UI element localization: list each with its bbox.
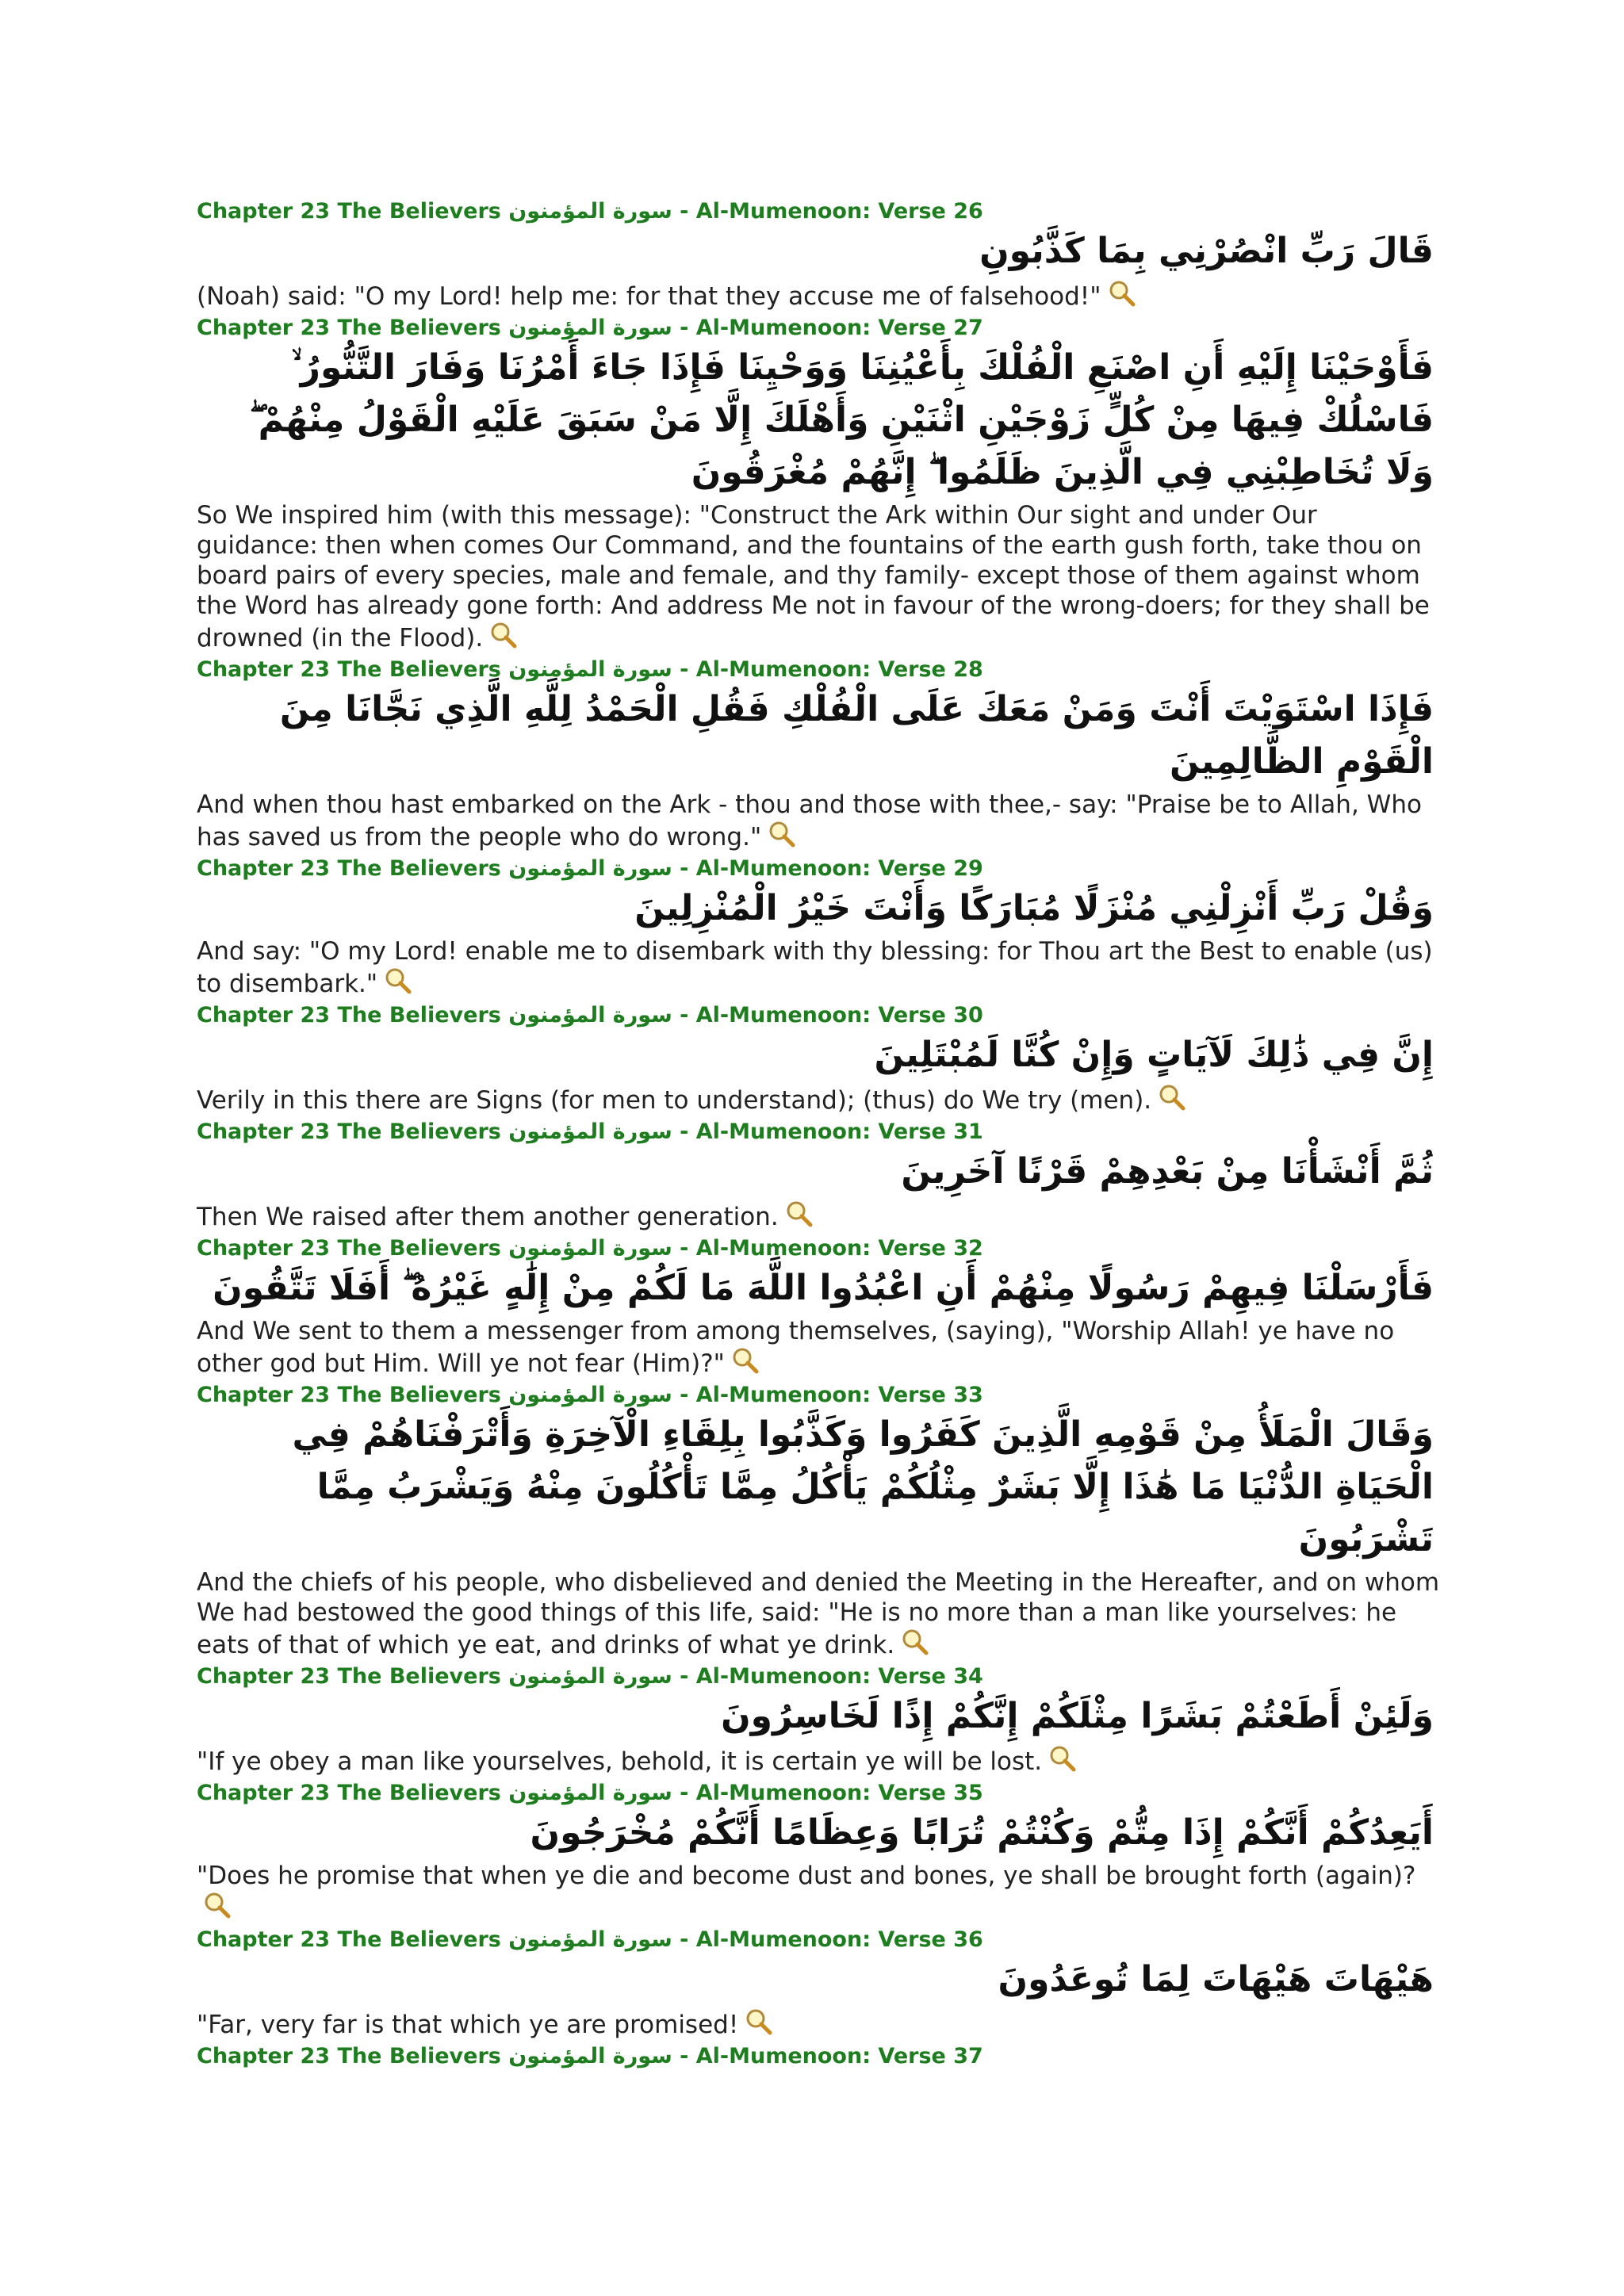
english-translation: "Does he promise that when ye die and become dust and bones, ye shall be brought forth (again)? xyxy=(197,1861,1442,1923)
verse-header: Chapter 23 The Believers سورة المؤمنون - Al-Mumenoon: Verse 33 xyxy=(197,1383,983,1407)
english-translation: And when thou hast embarked on the Ark - thou and those with thee,- say: "Praise be to Allah, Who has saved us from the people who do wrong." xyxy=(197,790,1422,851)
english-translation: Then We raised after them another generation. xyxy=(197,1200,1442,1232)
arabic-text: وَقُلْ رَبِّ أَنْزِلْنِي مُنْزَلًا مُبَارَكًا وَأَنْتَ خَيْرُ الْمُنْزِلِينَ xyxy=(634,888,1434,928)
magnifier-icon[interactable] xyxy=(1108,279,1136,308)
verse-block xyxy=(197,315,1442,653)
verse-header: Chapter 23 The Believers سورة المؤمنون - Al-Mumenoon: Verse 28 xyxy=(197,657,983,682)
verse-header: Chapter 23 The Believers سورة المؤمنون - Al-Mumenoon: Verse 26 xyxy=(197,199,983,224)
magnifier-icon[interactable] xyxy=(1048,1744,1077,1773)
magnifier-icon[interactable] xyxy=(731,1346,760,1375)
english-translation: And the chiefs of his people, who disbelieved and denied the Meeting in the Hereafter, and on whom We had bestowed the good things of this life, said: "He is no more than a man like yourselves: he eats of that of which ye eat, and drinks of what ye drink. xyxy=(197,1568,1440,1659)
arabic-text: إِنَّ فِي ذَٰلِكَ لَآيَاتٍ وَإِنْ كُنَّا لَمُبْتَلِينَ xyxy=(874,1035,1434,1075)
english-translation: So We inspired him (with this message): "Construct the Ark within Our sight and under Our guidance: then when comes Our Command, and the fountains of the earth gush forth, take thou on board pairs of every species, male and female, and thy family- except those of them against whom the Word has already gone forth: And address Me not in favour of the wrong-doers; for they shall be drowned (in the Flood). xyxy=(197,501,1430,652)
verse-block xyxy=(197,1002,1442,1115)
document-page xyxy=(197,198,1442,2070)
verse-block xyxy=(197,198,1442,312)
verse-header: Chapter 23 The Believers سورة المؤمنون - Al-Mumenoon: Verse 31 xyxy=(197,1119,983,1144)
arabic-text: وَلَئِنْ أَطَعْتُمْ بَشَرًا مِثْلَكُمْ إِنَّكُمْ إِذًا لَخَاسِرُونَ xyxy=(721,1696,1434,1736)
verse-block xyxy=(197,855,1442,999)
verse-block xyxy=(197,1119,1442,1232)
english-translation: "Far, very far is that which ye are promised! xyxy=(197,2007,1442,2040)
magnifier-icon[interactable] xyxy=(384,966,412,995)
magnifier-icon[interactable] xyxy=(745,2007,773,2036)
verse-block xyxy=(197,656,1442,852)
arabic-text: وَقَالَ الْمَلَأُ مِنْ قَوْمِهِ الَّذِينَ كَفَرُوا وَكَذَّبُوا بِلِقَاءِ الْآخِرَةِ وَأَتْرَفْنَاهُمْ فِي الْحَيَاةِ الدُّنْيَا مَا هَٰذَا إِلَّا بَشَرٌ مِثْلُكُمْ يَأْكُلُ مِمَّا تَأْكُلُونَ مِنْهُ وَيَشْرَبُ مِمَّا تَشْرَبُونَ xyxy=(292,1414,1434,1559)
magnifier-icon[interactable] xyxy=(203,1891,232,1919)
english-translation: And We sent to them a messenger from among themselves, (saying), "Worship Allah! ye have no other god but Him. Will ye not fear (Him)?" xyxy=(197,1317,1395,1378)
verse-block xyxy=(197,1235,1442,1379)
arabic-text: قَالَ رَبِّ انْصُرْنِي بِمَا كَذَّبُونِ xyxy=(979,231,1434,271)
magnifier-icon[interactable] xyxy=(901,1628,929,1656)
english-translation: "If ye obey a man like yourselves, behold, it is certain ye will be lost. xyxy=(197,1744,1442,1777)
verse-header: Chapter 23 The Believers سورة المؤمنون - Al-Mumenoon: Verse 34 xyxy=(197,1664,983,1689)
magnifier-icon[interactable] xyxy=(785,1200,814,1228)
magnifier-icon[interactable] xyxy=(489,621,518,649)
arabic-text: ثُمَّ أَنْشَأْنَا مِنْ بَعْدِهِمْ قَرْنًا آخَرِينَ xyxy=(901,1151,1434,1192)
verse-header: Chapter 23 The Believers سورة المؤمنون - Al-Mumenoon: Verse 32 xyxy=(197,1236,983,1261)
verse-header: Chapter 23 The Believers سورة المؤمنون - Al-Mumenoon: Verse 35 xyxy=(197,1781,983,1805)
arabic-text: فَإِذَا اسْتَوَيْتَ أَنْتَ وَمَنْ مَعَكَ عَلَى الْفُلْكِ فَقُلِ الْحَمْدُ لِلَّهِ الَّذِي نَجَّانَا مِنَ الْقَوْمِ الظَّالِمِينَ xyxy=(279,689,1434,782)
verse-block xyxy=(197,1663,1442,1777)
arabic-text: أَيَعِدُكُمْ أَنَّكُمْ إِذَا مِتُّمْ وَكُنْتُمْ تُرَابًا وَعِظَامًا أَنَّكُمْ مُخْرَجُونَ xyxy=(530,1812,1434,1853)
verse-header: Chapter 23 The Believers سورة المؤمنون - Al-Mumenoon: Verse 37 xyxy=(197,2044,983,2068)
verse-header: Chapter 23 The Believers سورة المؤمنون - Al-Mumenoon: Verse 30 xyxy=(197,1003,983,1027)
verse-header: Chapter 23 The Believers سورة المؤمنون - Al-Mumenoon: Verse 27 xyxy=(197,316,983,340)
magnifier-icon[interactable] xyxy=(1158,1083,1186,1112)
english-translation: Verily in this there are Signs (for men to understand); (thus) do We try (men). xyxy=(197,1083,1442,1115)
verse-header: Chapter 23 The Believers سورة المؤمنون - Al-Mumenoon: Verse 29 xyxy=(197,856,983,881)
english-translation: And say: "O my Lord! enable me to disembark with thy blessing: for Thou art the Best to enable (us) to disembark." xyxy=(197,937,1433,998)
verse-block xyxy=(197,1927,1442,2040)
arabic-text: فَأَوْحَيْنَا إِلَيْهِ أَنِ اصْنَعِ الْفُلْكَ بِأَعْيُنِنَا وَوَحْيِنَا فَإِذَا جَاءَ أَمْرُنَا وَفَارَ التَّنُّورُ ۙ فَاسْلُكْ فِيهَا مِنْ كُلٍّ زَوْجَيْنِ اثْنَيْنِ وَأَهْلَكَ إِلَّا مَنْ سَبَقَ عَلَيْهِ الْقَوْلُ مِنْهُمْ ۖ وَلَا تُخَاطِبْنِي فِي الَّذِينَ ظَلَمُوا ۖ إِنَّهُمْ مُغْرَقُونَ xyxy=(249,347,1434,492)
arabic-text: فَأَرْسَلْنَا فِيهِمْ رَسُولًا مِنْهُمْ أَنِ اعْبُدُوا اللَّهَ مَا لَكُمْ مِنْ إِلَٰهٍ غَيْرُهُ ۖ أَفَلَا تَتَّقُونَ xyxy=(213,1268,1434,1308)
magnifier-icon[interactable] xyxy=(768,820,796,848)
verse-header: Chapter 23 The Believers سورة المؤمنون - Al-Mumenoon: Verse 36 xyxy=(197,1927,983,1952)
verse-block xyxy=(197,1780,1442,1923)
english-translation: (Noah) said: "O my Lord! help me: for that they accuse me of falsehood!" xyxy=(197,279,1442,312)
arabic-text: هَيْهَاتَ هَيْهَاتَ لِمَا تُوعَدُونَ xyxy=(998,1959,1434,1999)
verse-block xyxy=(197,1382,1442,1660)
